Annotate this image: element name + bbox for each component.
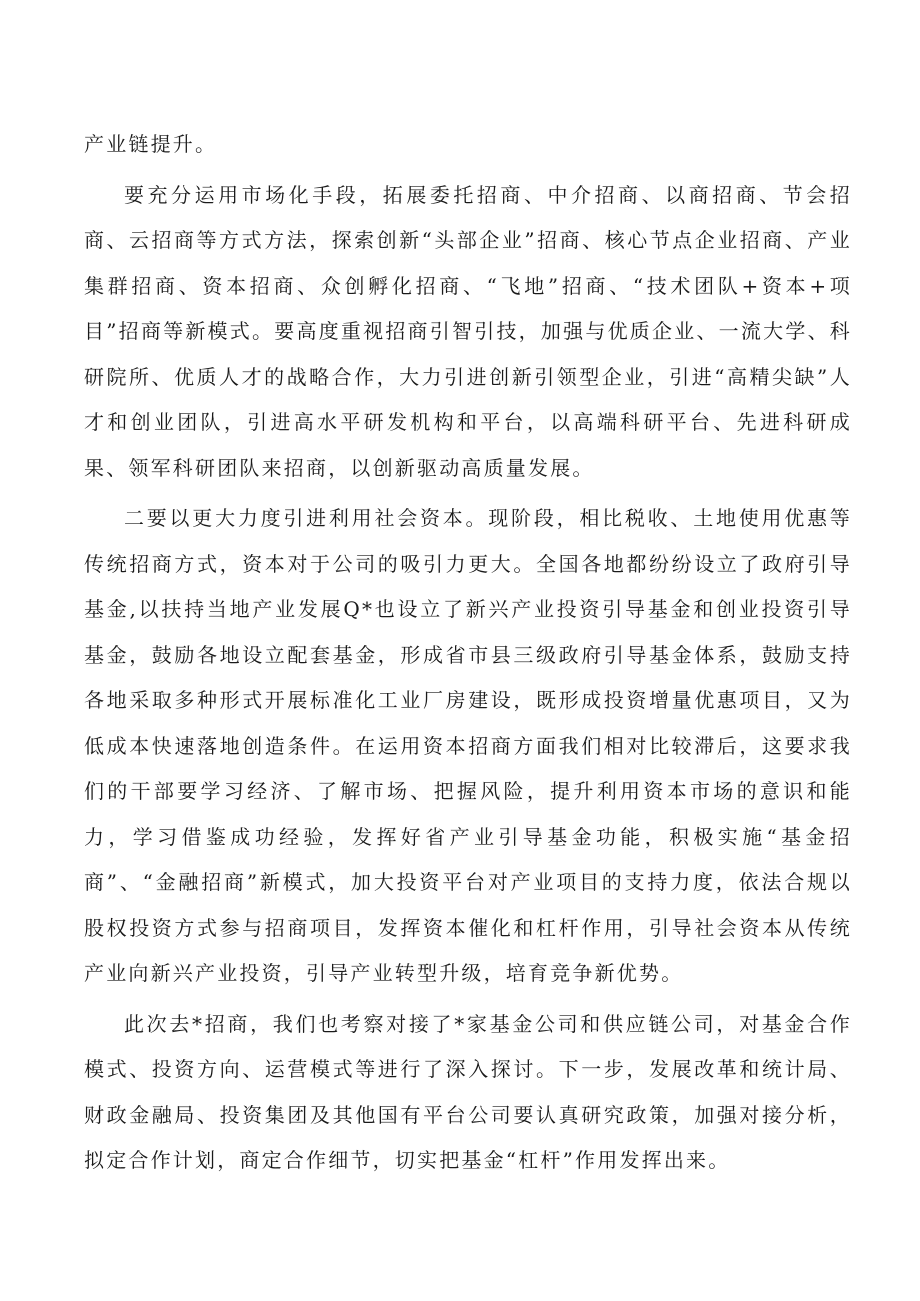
paragraph-continuation: 产业链提升。 — [84, 132, 218, 156]
document-body — [84, 122, 852, 1189]
paragraph-social-capital: 二要以更大力度引进利用社会资本。现阶段，相比税收、土地使用优惠等传统招商方式，资本对于公司的吸引力更大。全国各地都纷纷设立了政府引导基金,以扶持当地产业发展Q*也设立了新兴产业投资引导基金和创业投资引导基金，鼓励各地设立配套基金，形成省市县三级政府引导基金体系，鼓励支持各地采取多种形式开展标准化工业厂房建设，既形成投资增量优惠项目，又为低成本快速落地创造条件。在运用资本招商方面我们相对比较滞后，这要求我们的干部要学习经济、了解市场、把握风险，提升利用资本市场的意识和能力，学习借鉴成功经验，发挥好省产业引导基金功能，积极实施“基金招商”、“金融招商”新模式，加大投资平台对产业项目的支持力度，依法合规以股权投资方式参与招商项目，发挥资本催化和杠杆作用，引导社会资本从传统产业向新兴产业投资，引导产业转型升级，培育竞争新优势。 — [84, 506, 852, 985]
paragraph-investment-methods: 要充分运用市场化手段，拓展委托招商、中介招商、以商招商、节会招商、云招商等方式方法，探索创新“头部企业”招商、核心节点企业招商、产业集群招商、资本招商、众创孵化招商、“飞地”招商、“技术团队+资本+项目”招商等新模式。要高度重视招商引智引技，加强与优质企业、一流大学、科研院所、优质人才的战略合作，大力引进创新引领型企业，引进“高精尖缺”人才和创业团队，引进高水平研发机构和平台，以高端科研平台、先进科研成果、领军科研团队来招商，以创新驱动高质量发展。 — [84, 182, 852, 480]
paragraph-fund-cooperation: 此次去*招商，我们也考察对接了*家基金公司和供应链公司，对基金合作模式、投资方向、运营模式等进行了深入探讨。下一步，发展改革和统计局、财政金融局、投资集团及其他国有平台公司要认真研究政策，加强对接分析，拟定合作计划，商定合作细节，切实把基金“杠杆”作用发挥出来。 — [84, 1011, 852, 1172]
